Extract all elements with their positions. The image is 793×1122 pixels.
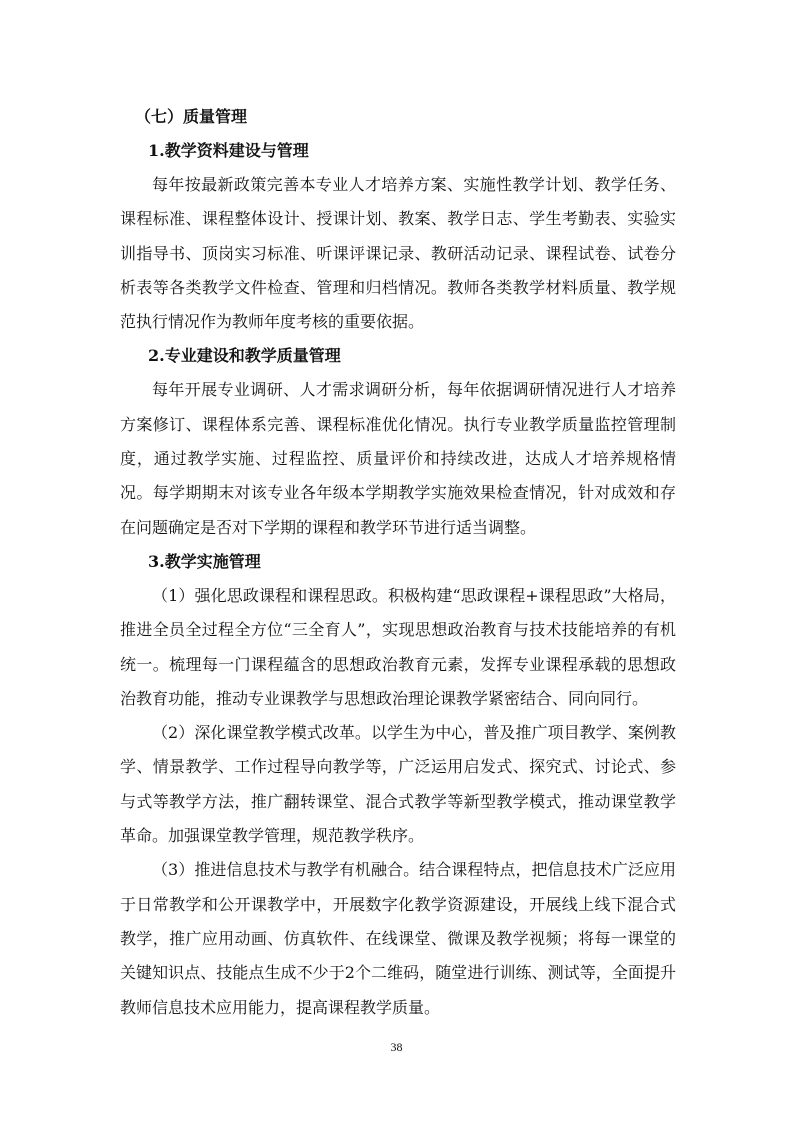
subsection-title-2: 2.专业建设和教学质量管理 xyxy=(148,346,341,366)
paragraph-quality-management: 每年开展专业调研、人才需求调研分析，每年依据调研情况进行人才培养方案修订、课程体系完善、课程标准优化情况。执行专业教学质量监控管理制度，通过教学实施、过程监控、质量评价和持续改进，达成人才培养规格情况。每学期期末对该专业各年级本学期教学实施效果检查情况，针对成效和存在问题确定是否对下学期的课程和教学环节进行适当调整。 xyxy=(120,380,676,537)
paragraph-information-technology: （3）推进信息技术与教学有机融合。结合课程特点，把信息技术广泛应用于日常教学和公开课教学中，开展数字化教学资源建设，开展线上线下混合式教学，推广应用动画、仿真软件、在线课堂、微课及教学视频；将每一课堂的关键知识点、技能点生成不少于2个二维码，随堂进行训练、测试等，全面提升教师信息技术应用能力，提高课程教学质量。 xyxy=(120,860,676,1017)
subsection-title-3: 3.教学实施管理 xyxy=(148,551,261,571)
paragraph-teaching-materials: 每年按最新政策完善本专业人才培养方案、实施性教学计划、教学任务、课程标准、课程整体设计、授课计划、教案、教学日志、学生考勤表、实验实训指导书、顶岗实习标准、听课评课记录、教研活动记录、课程试卷、试卷分析表等各类教学文件检查、管理和归档情况。教师各类教学材料质量、教学规范执行情况作为教师年度考核的重要依据。 xyxy=(120,175,676,332)
page-number: 38 xyxy=(390,1040,403,1054)
page-content xyxy=(120,100,676,1025)
section-title: （七）质量管理 xyxy=(135,107,248,126)
paragraph-classroom-reform: （2）深化课堂教学模式改革。以学生为中心，普及推广项目教学、案例教学、情景教学、工作过程导向教学等，广泛运用启发式、探究式、讨论式、参与式等教学方法，推广翻转课堂、混合式教学等新型教学模式，推动课堂教学革命。加强课堂教学管理，规范教学秩序。 xyxy=(120,723,676,846)
paragraph-ideological-courses: （1）强化思政课程和课程思政。积极构建“思政课程+课程思政”大格局，推进全员全过程全方位“三全育人”，实现思想政治教育与技术技能培养的有机统一。梳理每一门课程蕴含的思想政治教育元素，发挥专业课程承载的思想政治教育功能，推动专业课教学与思想政治理论课教学紧密结合、同向同行。 xyxy=(120,585,676,708)
subsection-title-1: 1.教学资料建设与管理 xyxy=(148,141,309,160)
